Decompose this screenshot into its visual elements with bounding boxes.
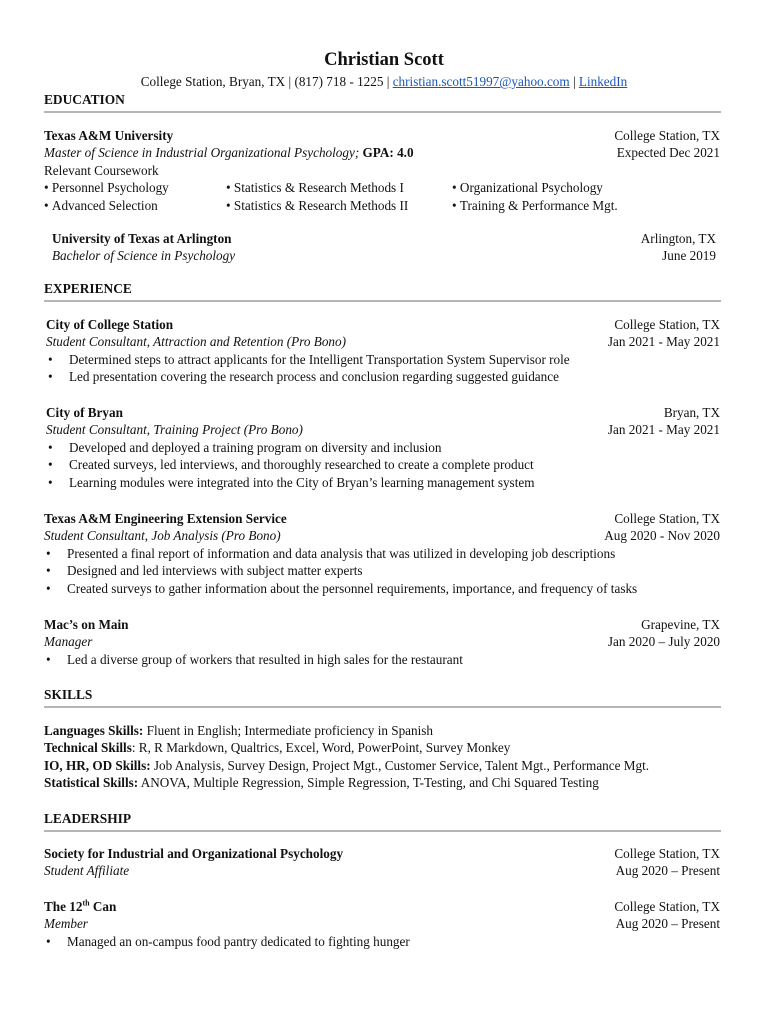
skill-line [44, 757, 720, 774]
skill-label: Technical Skills [44, 740, 132, 756]
resume-name: Christian Scott [324, 50, 444, 70]
leadership-location: College Station, TX [614, 846, 720, 861]
job-bullet: • Presented a final report of information and data analysis that was utilized in developing job descriptions [44, 545, 720, 562]
skill-label: IO, HR, OD Skills: [44, 757, 151, 773]
job-bullet: • Designed and led interviews with subject matter experts [44, 562, 720, 579]
leadership-bullet: • Managed an on-campus food pantry dedicated to fighting hunger [44, 933, 720, 950]
contact-phone: (817) 718 - 1225 [294, 74, 384, 89]
job-date: Aug 2020 - Nov 2020 [604, 528, 720, 544]
coursework-row [44, 197, 720, 214]
job-role: Student Consultant, Attraction and Retention (Pro Bono) [46, 334, 346, 350]
job-bullet: • Led a diverse group of workers that resulted in high sales for the restaurant [44, 651, 720, 668]
leadership-entry [44, 845, 720, 880]
skill-text: Job Analysis, Survey Design, Project Mgt., Customer Service, Talent Mgt., Performance Mgt. [150, 757, 650, 773]
course-item: • Statistics & Research Methods II [226, 197, 409, 213]
email-link[interactable]: christian.scott51997@yahoo.com [392, 74, 570, 89]
job-role: Student Consultant, Training Project (Pro Bono) [46, 422, 303, 438]
gpa: GPA: 4.0 [362, 145, 414, 161]
course-item: • Advanced Selection [44, 197, 158, 213]
course-item: • Statistics & Research Methods I [226, 180, 404, 196]
job-entry [44, 616, 720, 668]
job-role: Manager [44, 634, 93, 650]
job-entry [46, 316, 720, 386]
skill-label: Languages Skills: [44, 723, 144, 738]
job-entry [46, 404, 720, 491]
school-location: College Station, TX [614, 128, 720, 143]
job-date: Jan 2021 - May 2021 [607, 422, 720, 438]
skill-text: ANOVA, Multiple Regression, Simple Regression, T-Testing, and Chi Squared Testing [138, 775, 599, 791]
job-bullet: • Created surveys to gather information about the personnel requirements, importance, and frequency of tasks [44, 580, 720, 597]
job-org: City of College Station [46, 317, 174, 332]
leadership-role: Student Affiliate [44, 863, 130, 879]
education-tamu [44, 127, 720, 214]
job-role: Student Consultant, Job Analysis (Pro Bono) [44, 528, 281, 544]
job-org: Texas A&M Engineering Extension Service [44, 511, 287, 526]
leadership-org: The 12th Can [44, 898, 117, 914]
skill-text: R, R Markdown, Qualtrics, Excel, Word, PowerPoint, Survey Monkey [135, 740, 511, 756]
degree-line [44, 144, 414, 161]
job-entry [44, 510, 720, 597]
degree-name: Master of Science in Industrial Organizational Psychology; [44, 145, 360, 161]
leadership-location: College Station, TX [614, 899, 720, 914]
education-uta [52, 230, 716, 265]
job-location: Bryan, TX [663, 405, 720, 420]
skill-line: Technical Skills: R, R Markdown, Qualtrics, Excel, Word, PowerPoint, Survey Monkey [44, 740, 511, 756]
skill-line [44, 722, 720, 739]
leadership-org: Society for Industrial and Organizational Psychology [44, 846, 344, 861]
degree-name: Bachelor of Science in Psychology [52, 248, 236, 264]
linkedin-link[interactable]: LinkedIn [578, 74, 628, 89]
job-org: Mac’s on Main [44, 617, 129, 632]
job-bullet: • Developed and deployed a training program on diversity and inclusion [46, 439, 720, 456]
skills-list [44, 722, 720, 792]
skill-text: Fluent in English; Intermediate proficiency in Spanish [143, 723, 434, 738]
section-heading-skills: SKILLS [44, 686, 721, 708]
leadership-entry [44, 898, 720, 950]
job-location: College Station, TX [614, 511, 720, 526]
contact-line: College Station, Bryan, TX | (817) 718 - 1225 | christian.scott51997@yahoo.com | LinkedIn [140, 74, 628, 89]
skill-label: Statistical Skills: [44, 775, 139, 791]
course-item: • Training & Performance Mgt. [452, 197, 618, 213]
section-heading-experience: EXPERIENCE [44, 280, 721, 302]
leadership-date: Aug 2020 – Present [615, 916, 720, 932]
degree-date: Expected Dec 2021 [616, 145, 720, 161]
job-date: Jan 2021 - May 2021 [607, 334, 720, 350]
skill-line [44, 774, 720, 791]
coursework-row [44, 179, 720, 196]
job-org: City of Bryan [46, 405, 123, 420]
job-bullet: • Determined steps to attract applicants for the Intelligent Transportation System Supervisor role [46, 351, 720, 368]
course-item: • Personnel Psychology [44, 180, 169, 196]
job-bullet: • Learning modules were integrated into the City of Bryan’s learning management system [46, 474, 720, 491]
contact-location: College Station, Bryan, TX [140, 74, 286, 89]
degree-date: June 2019 [662, 248, 716, 264]
job-bullet: • Led presentation covering the research process and conclusion regarding suggested guidance [46, 368, 720, 385]
course-item: • Organizational Psychology [452, 180, 603, 196]
school-name: University of Texas at Arlington [52, 231, 232, 246]
job-date: Jan 2020 – July 2020 [607, 634, 720, 650]
leadership-date: Aug 2020 – Present [615, 863, 720, 879]
job-bullet: • Created surveys, led interviews, and thoroughly researched to create a complete product [46, 456, 720, 473]
school-name: Texas A&M University [44, 128, 174, 143]
coursework-label: Relevant Coursework [44, 162, 159, 178]
school-location: Arlington, TX [640, 231, 716, 246]
job-location: Grapevine, TX [641, 617, 720, 632]
job-location: College Station, TX [614, 317, 720, 332]
section-heading-leadership: LEADERSHIP [44, 810, 721, 832]
leadership-role: Member [44, 916, 88, 932]
section-heading-education: EDUCATION [44, 91, 721, 113]
